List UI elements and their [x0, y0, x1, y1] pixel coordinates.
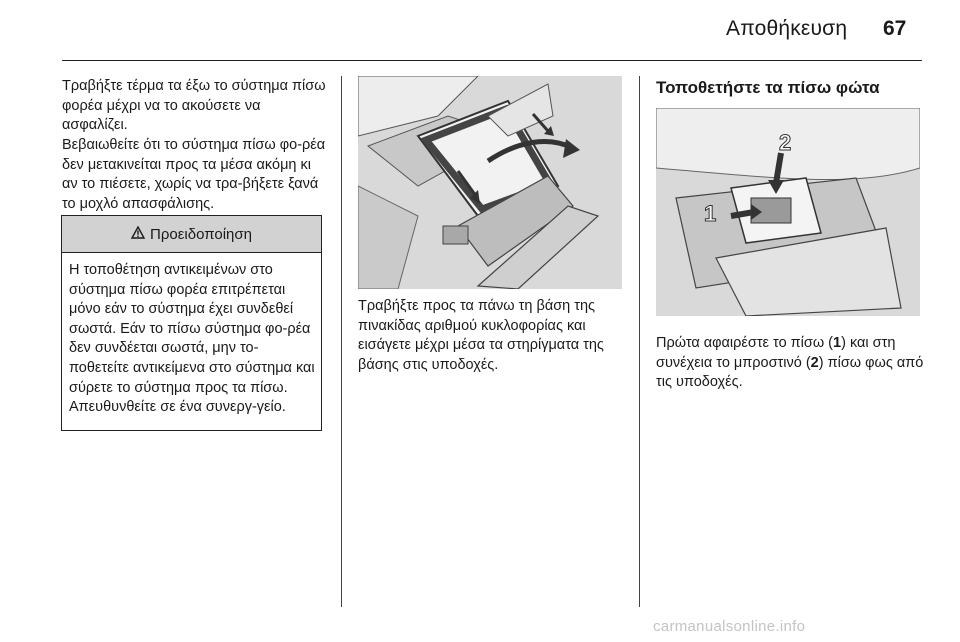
- warning-text: Η τοποθέτηση αντικειμένων στο σύστημα πίσω φορέα επιτρέπεται μόνο εάν το σύστημα έχει συνδεθεί σωστά. Εάν το πίσω σύστημα φο-ρέα δεν συνδέεται σωστά, μην το-ποθετείτε αντικείμενα στο σύστημα και σύρετε το σύστημα προς τα πίσω. Απευθυνθείτε σε ένα συνεργ-γείο.: [69, 262, 315, 416]
- callout-number-2: 2: [779, 130, 792, 155]
- header-rule: [62, 60, 922, 61]
- figure-caption-rear-lights: [656, 334, 924, 393]
- caption-text-part-2: ) και στη συνέχεια το μπροστινό (: [656, 335, 896, 371]
- warning-header: [62, 216, 321, 253]
- warning-box: [61, 215, 322, 431]
- callout-number-1: 1: [704, 201, 717, 226]
- figure-caption-plate-holder: Τραβήξτε προς τα πάνω τη βάση της πινακίδας αριθμού κυκλοφορίας και εισάγετε μέχρι μέσα τα στηρίγματα της βάσης στις υποδοχές.: [358, 298, 604, 373]
- warning-triangle-icon: [131, 226, 145, 243]
- instruction-paragraph-1: Τραβήξτε τέρμα τα έξω το σύστημα πίσω φορέα μέχρι να το ακούσετε να ασφαλίζει.: [62, 78, 326, 133]
- caption-reference-2: 2: [810, 354, 819, 371]
- page-header-title: Αποθήκευση: [726, 17, 848, 40]
- caption-text-part-3: ) πίσω φως από τις υποδοχές.: [656, 354, 924, 390]
- caption-reference-1: 1: [833, 335, 842, 351]
- caption-text-part-1: Πρώτα αφαιρέστε το πίσω (: [656, 335, 834, 351]
- license-plate-holder-illustration: [358, 76, 622, 289]
- page-number: 67: [883, 17, 907, 40]
- section-heading-rear-lights: Τοποθετήστε τα πίσω φώτα: [656, 78, 880, 97]
- column-divider-right: [639, 76, 640, 607]
- watermark-text: carmanualsonline.info: [653, 618, 806, 635]
- instruction-paragraph-2: Βεβαιωθείτε ότι το σύστημα πίσω φο-ρέα δεν μετακινείται προς τα μέσα ακόμη κι αν το πιέσετε, χωρίς να τρα-βήξετε ξανά το μοχλό απασφάλισης.: [62, 137, 326, 212]
- column-divider-left: [341, 76, 342, 607]
- rear-lights-illustration: [656, 108, 920, 316]
- warning-title: Προειδοποίηση: [150, 225, 252, 243]
